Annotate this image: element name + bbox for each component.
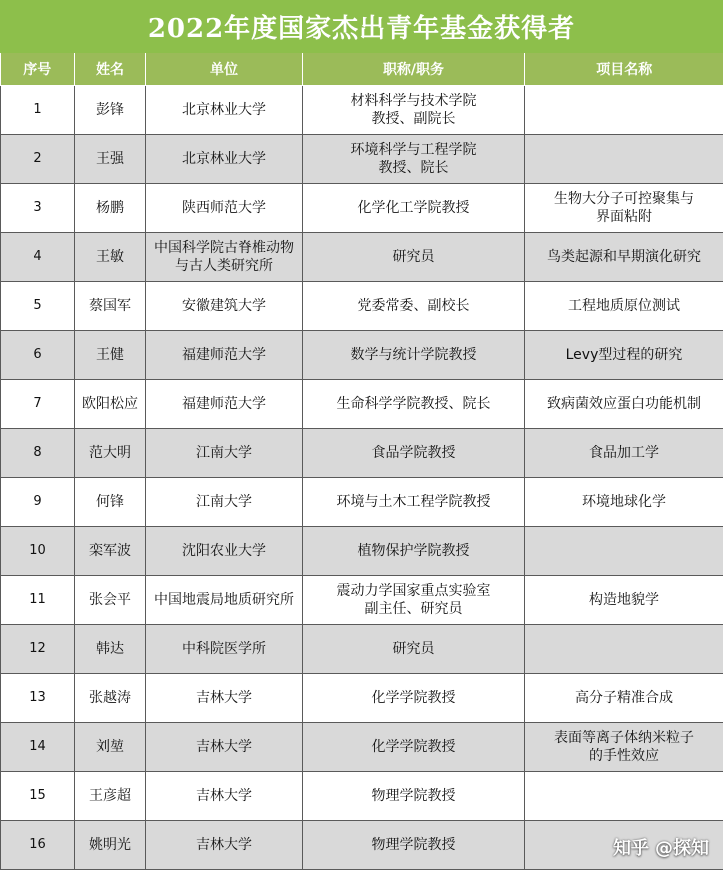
cell-title-line: 生命科学学院教授、院长 bbox=[336, 396, 491, 412]
zhihu-watermark bbox=[613, 834, 709, 860]
cell-title-line: 材料科学与技术学院 bbox=[350, 93, 477, 109]
cell-title bbox=[303, 86, 525, 135]
cell-project bbox=[525, 625, 723, 674]
cell-title bbox=[303, 380, 525, 429]
cell-name: 彭锋 bbox=[75, 86, 146, 135]
cell-unit-line: 吉林大学 bbox=[196, 690, 252, 706]
cell-no: 4 bbox=[1, 233, 75, 282]
table-row bbox=[1, 429, 723, 478]
cell-unit bbox=[146, 184, 303, 233]
cell-unit-line: 北京林业大学 bbox=[182, 102, 266, 118]
table-row bbox=[1, 625, 723, 674]
cell-title bbox=[303, 331, 525, 380]
cell-name: 蔡国军 bbox=[75, 282, 146, 331]
cell-title-line: 食品学院教授 bbox=[371, 445, 456, 461]
cell-project-line: 食品加工学 bbox=[589, 445, 659, 461]
cell-unit bbox=[146, 821, 303, 870]
cell-project-line: 表面等离子体纳米粒子 bbox=[554, 730, 694, 746]
cell-unit-line: 福建师范大学 bbox=[182, 347, 266, 363]
cell-unit bbox=[146, 233, 303, 282]
cell-unit-line: 中国地震局地质研究所 bbox=[154, 592, 294, 608]
cell-no: 8 bbox=[1, 429, 75, 478]
cell-unit bbox=[146, 527, 303, 576]
cell-name: 韩达 bbox=[75, 625, 146, 674]
table-row bbox=[1, 478, 723, 527]
cell-unit-line: 吉林大学 bbox=[196, 837, 252, 853]
cell-unit-line: 吉林大学 bbox=[196, 739, 252, 755]
cell-title bbox=[303, 821, 525, 870]
cell-project bbox=[525, 674, 723, 723]
cell-no: 9 bbox=[1, 478, 75, 527]
cell-no: 11 bbox=[1, 576, 75, 625]
cell-project-line: 鸟类起源和早期演化研究 bbox=[547, 249, 701, 265]
cell-name: 栾军波 bbox=[75, 527, 146, 576]
table-row bbox=[1, 772, 723, 821]
cell-project bbox=[525, 576, 723, 625]
cell-title bbox=[303, 625, 525, 674]
cell-title-line: 物理学院教授 bbox=[371, 788, 456, 804]
cell-project bbox=[525, 86, 723, 135]
cell-unit bbox=[146, 282, 303, 331]
cell-title bbox=[303, 135, 525, 184]
cell-title bbox=[303, 478, 525, 527]
table-row bbox=[1, 184, 723, 233]
cell-unit-line: 安徽建筑大学 bbox=[182, 298, 266, 314]
cell-unit bbox=[146, 625, 303, 674]
table-body bbox=[1, 86, 723, 870]
cell-project-line: Levy型过程的研究 bbox=[565, 347, 683, 363]
watermark-handle: @探知 bbox=[655, 838, 709, 859]
cell-title-line: 研究员 bbox=[392, 249, 435, 265]
cell-title-line: 环境科学与工程学院 bbox=[350, 142, 477, 158]
cell-title bbox=[303, 527, 525, 576]
cell-project bbox=[525, 380, 723, 429]
watermark-brand: 知乎 bbox=[613, 838, 649, 859]
cell-project bbox=[525, 331, 723, 380]
cell-title bbox=[303, 233, 525, 282]
cell-unit-line: 江南大学 bbox=[196, 445, 252, 461]
cell-no: 2 bbox=[1, 135, 75, 184]
header-cell-title: 职称/职务 bbox=[303, 53, 525, 86]
cell-unit bbox=[146, 772, 303, 821]
table-row bbox=[1, 380, 723, 429]
cell-no: 10 bbox=[1, 527, 75, 576]
cell-title bbox=[303, 184, 525, 233]
cell-unit-line: 北京林业大学 bbox=[182, 151, 266, 167]
cell-unit bbox=[146, 86, 303, 135]
cell-title-line: 物理学院教授 bbox=[371, 837, 456, 853]
cell-no: 6 bbox=[1, 331, 75, 380]
cell-no: 1 bbox=[1, 86, 75, 135]
awardees-table bbox=[0, 53, 723, 870]
table-row bbox=[1, 674, 723, 723]
cell-project-line: 生物大分子可控聚集与 bbox=[554, 191, 694, 207]
cell-unit bbox=[146, 135, 303, 184]
cell-no: 7 bbox=[1, 380, 75, 429]
header-row bbox=[1, 53, 723, 86]
cell-name: 刘堃 bbox=[75, 723, 146, 772]
cell-title-line: 数学与统计学院教授 bbox=[350, 347, 477, 363]
header-cell-project: 项目名称 bbox=[525, 53, 723, 86]
cell-project bbox=[525, 772, 723, 821]
cell-title-line: 环境与土木工程学院教授 bbox=[336, 494, 491, 510]
header-cell-no: 序号 bbox=[1, 53, 75, 86]
cell-title-line: 教授、副院长 bbox=[371, 111, 456, 127]
table-row bbox=[1, 527, 723, 576]
cell-project bbox=[525, 184, 723, 233]
cell-title-line: 党委常委、副校长 bbox=[357, 298, 470, 314]
cell-title-line: 化学化工学院教授 bbox=[357, 200, 470, 216]
cell-title-line: 化学学院教授 bbox=[371, 690, 456, 706]
table-header bbox=[1, 53, 723, 86]
cell-unit-line: 沈阳农业大学 bbox=[182, 543, 266, 559]
header-cell-name: 姓名 bbox=[75, 53, 146, 86]
cell-project-line: 的手性效应 bbox=[589, 748, 659, 764]
cell-title-line: 震动力学国家重点实验室 bbox=[336, 583, 491, 599]
cell-project-line: 工程地质原位测试 bbox=[568, 298, 680, 314]
table-row bbox=[1, 233, 723, 282]
cell-unit bbox=[146, 478, 303, 527]
table-row bbox=[1, 331, 723, 380]
cell-title bbox=[303, 674, 525, 723]
cell-project-line: 高分子精准合成 bbox=[575, 690, 673, 706]
cell-no: 16 bbox=[1, 821, 75, 870]
cell-unit-line: 福建师范大学 bbox=[182, 396, 266, 412]
cell-no: 14 bbox=[1, 723, 75, 772]
cell-project bbox=[525, 135, 723, 184]
cell-name: 王强 bbox=[75, 135, 146, 184]
cell-unit-line: 中国科学院古脊椎动物 bbox=[154, 240, 294, 256]
cell-title bbox=[303, 723, 525, 772]
cell-unit bbox=[146, 674, 303, 723]
cell-no: 13 bbox=[1, 674, 75, 723]
table-row bbox=[1, 135, 723, 184]
cell-name: 王健 bbox=[75, 331, 146, 380]
cell-project-line: 环境地球化学 bbox=[582, 494, 666, 510]
cell-name: 何锋 bbox=[75, 478, 146, 527]
cell-name: 欧阳松应 bbox=[75, 380, 146, 429]
cell-project-line: 致病菌效应蛋白功能机制 bbox=[547, 396, 701, 412]
cell-name: 范大明 bbox=[75, 429, 146, 478]
header-cell-unit: 单位 bbox=[146, 53, 303, 86]
page-title: 2022年度国家杰出青年基金获得者 bbox=[0, 0, 723, 53]
table-row bbox=[1, 723, 723, 772]
table-row bbox=[1, 282, 723, 331]
cell-project-line: 界面粘附 bbox=[596, 209, 652, 225]
cell-title bbox=[303, 772, 525, 821]
cell-project-line: 构造地貌学 bbox=[589, 592, 659, 608]
cell-title-line: 研究员 bbox=[392, 641, 435, 657]
cell-no: 5 bbox=[1, 282, 75, 331]
cell-unit-line: 与古人类研究所 bbox=[175, 258, 273, 274]
cell-unit bbox=[146, 429, 303, 478]
cell-project bbox=[525, 527, 723, 576]
table-row bbox=[1, 576, 723, 625]
table-row bbox=[1, 86, 723, 135]
cell-unit bbox=[146, 331, 303, 380]
cell-title-line: 植物保护学院教授 bbox=[357, 543, 470, 559]
cell-project bbox=[525, 723, 723, 772]
cell-name: 姚明光 bbox=[75, 821, 146, 870]
cell-no: 15 bbox=[1, 772, 75, 821]
cell-name: 张越涛 bbox=[75, 674, 146, 723]
cell-unit bbox=[146, 380, 303, 429]
cell-unit-line: 中科院医学所 bbox=[182, 641, 266, 657]
cell-name: 张会平 bbox=[75, 576, 146, 625]
cell-title bbox=[303, 576, 525, 625]
cell-project bbox=[525, 429, 723, 478]
cell-title bbox=[303, 282, 525, 331]
cell-project bbox=[525, 478, 723, 527]
cell-title bbox=[303, 429, 525, 478]
cell-unit-line: 江南大学 bbox=[196, 494, 252, 510]
cell-no: 12 bbox=[1, 625, 75, 674]
cell-project bbox=[525, 282, 723, 331]
cell-unit bbox=[146, 576, 303, 625]
cell-unit-line: 陕西师范大学 bbox=[182, 200, 266, 216]
cell-unit bbox=[146, 723, 303, 772]
cell-project bbox=[525, 233, 723, 282]
cell-title-line: 教授、院长 bbox=[378, 160, 449, 176]
cell-unit-line: 吉林大学 bbox=[196, 788, 252, 804]
cell-title-line: 副主任、研究员 bbox=[364, 601, 463, 617]
cell-name: 王彦超 bbox=[75, 772, 146, 821]
cell-name: 杨鹏 bbox=[75, 184, 146, 233]
cell-no: 3 bbox=[1, 184, 75, 233]
cell-name: 王敏 bbox=[75, 233, 146, 282]
cell-title-line: 化学学院教授 bbox=[371, 739, 456, 755]
